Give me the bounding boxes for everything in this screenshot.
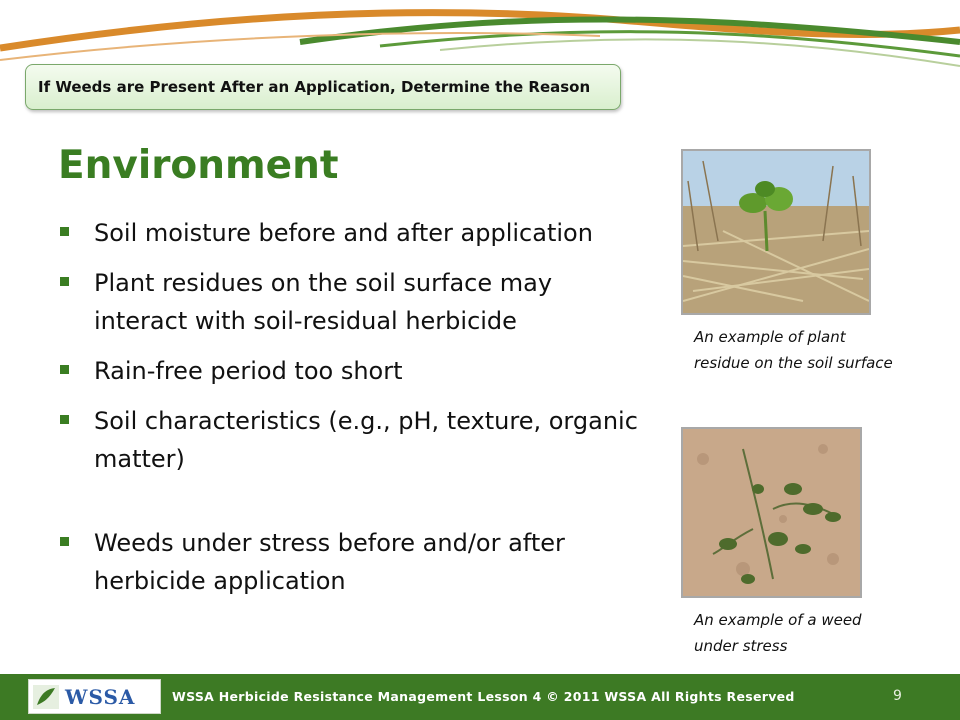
weed-under-stress-photo [681,427,862,598]
bullet-square-icon [60,415,69,424]
page-number: 9 [893,688,902,704]
bullet-text: Soil moisture before and after application [94,219,593,247]
plant-residue-caption: An example of plant residue on the soil surface [694,328,893,372]
plant-residue-photo [681,149,871,315]
bullet-square-icon [60,227,69,236]
bullet-text: Soil characteristics (e.g., pH, texture, organic matter) [94,407,638,473]
bullet-item [58,214,648,252]
footer-copyright: WSSA Herbicide Resistance Management Lesson 4 © 2011 WSSA All Rights Reserved [172,689,795,704]
bullet-square-icon [60,537,69,546]
bullet-item [58,402,648,478]
bullet-item [58,264,648,340]
bullet-list [58,214,648,612]
weed-stress-caption: An example of a weed under stress [694,611,862,655]
bullet-item [58,524,648,600]
bullet-text: Weeds under stress before and/or after herbicide application [94,529,565,595]
wssa-leaf-icon [33,685,59,709]
wssa-logo [28,679,161,714]
banner-text: If Weeds are Present After an Application, Determine the Reason [38,78,591,96]
slide-title: Environment [58,143,339,188]
bullet-text: Plant residues on the soil surface may interact with soil-residual herbicide [94,269,553,335]
logo-text: WSSA [65,684,136,709]
section-banner [25,64,621,110]
bullet-square-icon [60,365,69,374]
bullet-text: Rain-free period too short [94,357,403,385]
footer-bar [0,674,960,720]
bullet-square-icon [60,277,69,286]
bullet-item [58,352,648,390]
